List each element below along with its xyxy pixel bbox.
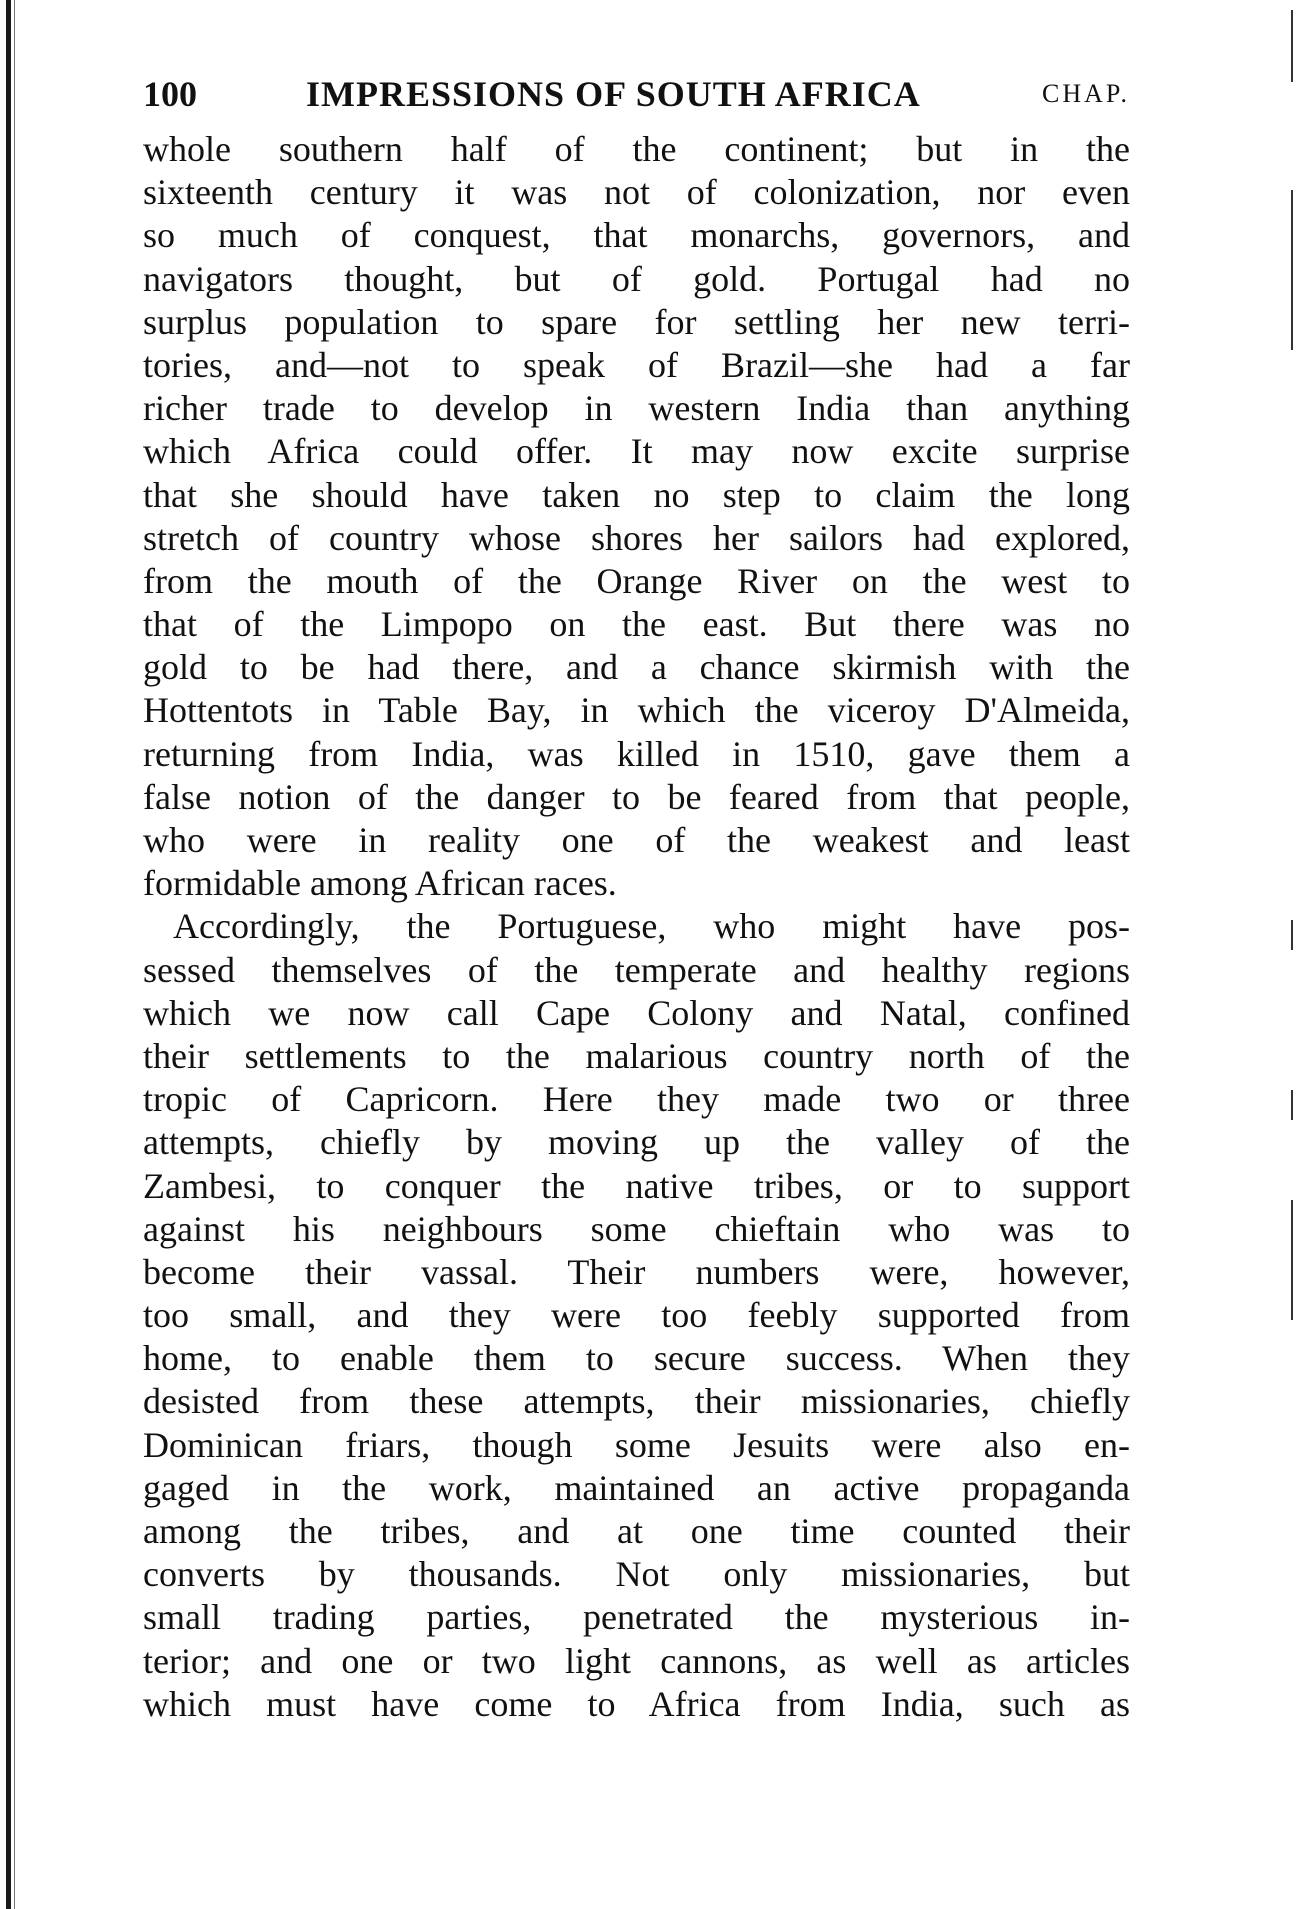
text-line: false notion of the danger to be feared from that people, bbox=[143, 776, 1130, 817]
text-line: that she should have taken no step to claim the long bbox=[143, 474, 1130, 515]
scan-edge-right bbox=[1291, 1090, 1293, 1120]
text-line: sixteenth century it was not of colonization, nor even bbox=[143, 172, 1130, 213]
text-line: gaged in the work, maintained an active propaganda bbox=[143, 1467, 1130, 1508]
text-line: which Africa could offer. It may now excite surprise bbox=[143, 431, 1130, 472]
text-line: from the mouth of the Orange River on the west to bbox=[143, 560, 1130, 601]
text-line: who were in reality one of the weakest and least bbox=[143, 820, 1130, 860]
text-line: Zambesi, to conquer the native tribes, or to support bbox=[143, 1165, 1130, 1206]
text-line: desisted from these attempts, their missionaries, chiefly bbox=[143, 1381, 1130, 1422]
text-line: formidable among African races. bbox=[143, 863, 617, 904]
text-line: home, to enable them to secure success. When they bbox=[143, 1338, 1130, 1379]
text-line: their settlements to the malarious country north of the bbox=[143, 1035, 1130, 1076]
scan-edge-right bbox=[1291, 190, 1293, 350]
text-line: against his neighbours some chieftain who was to bbox=[143, 1208, 1130, 1249]
text-line: sessed themselves of the temperate and healthy regions bbox=[143, 949, 1130, 990]
text-line: richer trade to develop in western India than anything bbox=[143, 388, 1130, 429]
text-line: small trading parties, penetrated the mysterious in- bbox=[143, 1597, 1130, 1638]
text-line: which must have come to Africa from India, such as bbox=[143, 1683, 1130, 1724]
scan-edge-right bbox=[1291, 920, 1293, 950]
text-line: that of the Limpopo on the east. But there was no bbox=[143, 604, 1130, 645]
text-line: returning from India, was killed in 1510, gave them a bbox=[143, 733, 1130, 774]
scan-edge-left-inner bbox=[14, 0, 15, 1909]
text-line: stretch of country whose shores her sailors had explored, bbox=[143, 517, 1130, 558]
text-line: so much of conquest, that monarchs, governors, and bbox=[143, 215, 1130, 256]
text-line: which we now call Cape Colony and Natal, confined bbox=[143, 992, 1130, 1033]
text-line: tropic of Capricorn. Here they made two or three bbox=[143, 1079, 1130, 1120]
text-line: too small, and they were too feebly supported from bbox=[143, 1295, 1130, 1336]
chapter-marker: CHAP. bbox=[1042, 79, 1130, 108]
text-line: Accordingly, the Portuguese, who might have pos- bbox=[173, 906, 1130, 947]
page-number: 100 bbox=[143, 74, 197, 114]
text-line: navigators thought, but of gold. Portugal had no bbox=[143, 258, 1130, 299]
text-line: Dominican friars, though some Jesuits were also en- bbox=[143, 1424, 1130, 1465]
paragraph bbox=[143, 128, 1130, 905]
scan-edge-right bbox=[1291, 10, 1293, 82]
paragraph bbox=[143, 905, 1130, 1726]
body-text bbox=[143, 128, 1130, 1726]
text-line: whole southern half of the continent; but in the bbox=[143, 129, 1130, 169]
running-title: IMPRESSIONS OF SOUTH AFRICA bbox=[306, 74, 921, 114]
text-line: Hottentots in Table Bay, in which the viceroy D'Almeida, bbox=[143, 690, 1130, 731]
text-line: converts by thousands. Not only missionaries, but bbox=[143, 1554, 1130, 1595]
scan-edge-left bbox=[6, 0, 11, 1909]
text-line: become their vassal. Their numbers were, however, bbox=[143, 1251, 1130, 1292]
text-line: surplus population to spare for settling her new terri- bbox=[143, 301, 1130, 342]
text-line: gold to be had there, and a chance skirmish with the bbox=[143, 647, 1130, 688]
text-line: among the tribes, and at one time counted their bbox=[143, 1511, 1130, 1551]
text-line: attempts, chiefly by moving up the valley of the bbox=[143, 1122, 1130, 1163]
book-page bbox=[143, 64, 1130, 1726]
text-line: tories, and—not to speak of Brazil—she had a far bbox=[143, 344, 1130, 385]
scan-edge-right bbox=[1291, 1200, 1293, 1320]
running-head bbox=[143, 64, 1130, 124]
text-line: terior; and one or two light cannons, as well as articles bbox=[143, 1640, 1130, 1681]
